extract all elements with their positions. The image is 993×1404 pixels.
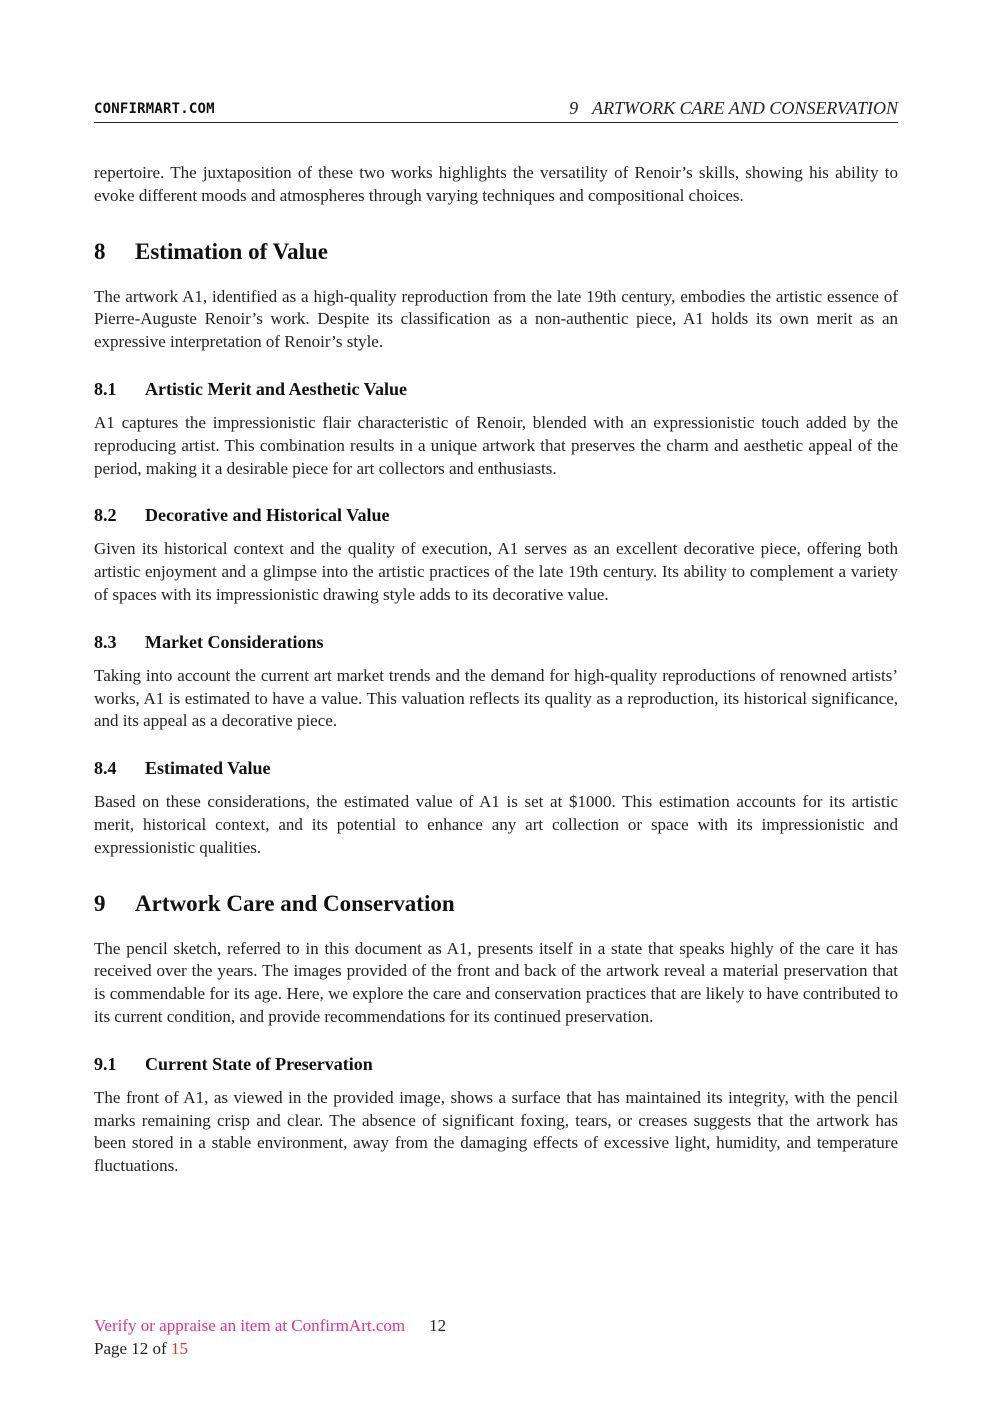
confirmart-link[interactable]: Verify or appraise an item at ConfirmArt.com: [94, 1316, 406, 1335]
page-header: [94, 98, 898, 123]
subsection-8-1-heading: [94, 378, 898, 400]
running-head-number: 9: [569, 98, 579, 118]
subsection-number: 8.1: [94, 378, 117, 399]
subsection-8-2-heading: [94, 504, 898, 526]
running-head-title: ARTWORK CARE AND CONSERVATION: [592, 98, 898, 118]
subsection-9-1-paragraph: The front of A1, as viewed in the provided image, shows a surface that has maintained its integrity, with the pencil marks remaining crisp and clear. The absence of significant foxing, tears, or creases suggests that the artwork has been stored in a stable environment, away from the damaging effects of excessive light, humidity, and temperature fluctuations.: [94, 1087, 898, 1176]
subsection-number: 8.3: [94, 631, 117, 652]
section-number: 9: [94, 890, 106, 916]
page-label: Page 12 of: [94, 1339, 167, 1358]
page-footer: [94, 1314, 446, 1360]
section-title: Estimation of Value: [135, 238, 328, 264]
footer-line-1: [94, 1314, 446, 1337]
subsection-8-3-heading: [94, 631, 898, 653]
subsection-9-1-heading: [94, 1053, 898, 1075]
subsection-number: 8.4: [94, 758, 117, 779]
subsection-8-4-paragraph: Based on these considerations, the estimated value of A1 is set at $1000. This estimation accounts for its artistic merit, historical context, and its potential to enhance any art collection or space with its impressionistic and expressionistic qualities.: [94, 792, 898, 857]
subsection-title: Estimated Value: [145, 758, 271, 779]
section-9-paragraph: The pencil sketch, referred to in this document as A1, presents itself in a state that speaks highly of the care it has received over the years. The images provided of the front and back of the artwork reveal a material preservation that is commendable for its age. Here, we explore the care and conservation practices that are likely to have contributed to its current condition, and provide recommendations for its continued preservation.: [94, 938, 898, 1026]
running-head: [569, 98, 898, 119]
intro-paragraph: repertoire. The juxtaposition of these two works highlights the versatility of Renoir’s skills, showing his ability to evoke different moods and atmospheres through varying techniques and compositional choices.: [94, 163, 898, 205]
section-8-heading: [94, 238, 898, 266]
subsection-8-3-paragraph: Taking into account the current art market trends and the demand for high-quality reproductions of renowned artists’ works, A1 is estimated to have a value. This valuation reflects its quality as a reproduction, its historical significance, and its appeal as a decorative piece.: [94, 665, 898, 731]
subsection-number: 8.2: [94, 505, 117, 526]
confirmart-logo: CONFIRMART.COM: [94, 101, 215, 117]
page-content: [94, 162, 898, 1178]
section-title: Artwork Care and Conservation: [135, 890, 455, 916]
subsection-title: Market Considerations: [145, 631, 324, 652]
footer-page-number: 12: [429, 1316, 447, 1335]
footer-line-2: [94, 1337, 446, 1360]
total-pages-link[interactable]: 15: [170, 1339, 188, 1358]
document-page: [94, 0, 898, 1404]
subsection-title: Artistic Merit and Aesthetic Value: [145, 378, 407, 399]
subsection-8-4-heading: [94, 757, 898, 779]
subsection-title: Decorative and Historical Value: [145, 505, 390, 526]
section-9-heading: [94, 890, 898, 918]
section-8-paragraph: The artwork A1, identified as a high-quality reproduction from the late 19th century, embodies the artistic essence of Pierre-Auguste Renoir’s work. Despite its classification as a non-authentic piece, A1 holds its own merit as an expressive interpretation of Renoir’s style.: [94, 286, 898, 352]
section-number: 8: [94, 238, 106, 264]
subsection-8-1-paragraph: A1 captures the impressionistic flair characteristic of Renoir, blended with an expressionistic touch added by the reproducing artist. This combination results in a unique artwork that preserves the charm and aesthetic appeal of the period, making it a desirable piece for art collectors and enthusiasts.: [94, 412, 898, 478]
subsection-title: Current State of Preservation: [145, 1053, 373, 1074]
subsection-number: 9.1: [94, 1053, 117, 1074]
subsection-8-2-paragraph: Given its historical context and the quality of execution, A1 serves as an excellent decorative piece, offering both artistic enjoyment and a glimpse into the artistic practices of the late 19th century. Its ability to complement a variety of spaces with its impressionistic drawing style adds to its decorative value.: [94, 539, 898, 604]
